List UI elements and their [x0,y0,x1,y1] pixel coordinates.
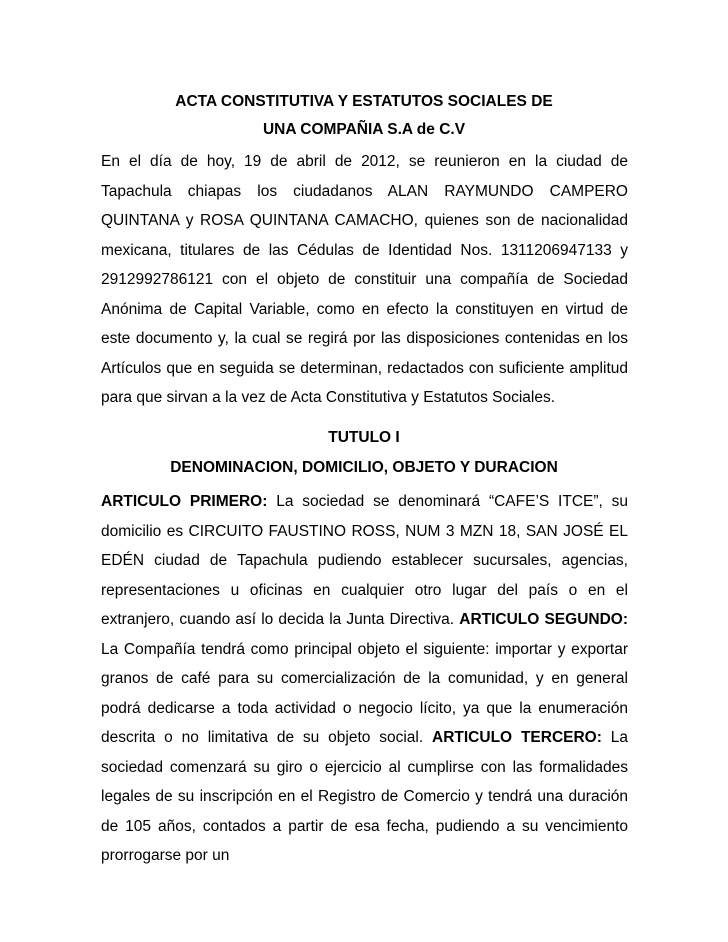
intro-paragraph: En el día de hoy, 19 de abril de 2012, se reunieron en la ciudad de Tapachula chiapas los ciudadanos ALAN RAYMUNDO CAMPERO QUINTANA y ROSA QUINTANA CAMACHO, quienes son de nacionalidad mexicana, titulares de las Cédulas de Identidad Nos. 1311206947133 y 2912992786121 con el objeto de constituir una compañía de Sociedad Anónima de Capital Variable, como en efecto la constituyen en virtud de este documento y, la cual se regirá por las disposiciones contenidas en los Artículos que en seguida se determinan, redactados con suficiente amplitud para que sirvan a la vez de Acta Constitutiva y Estatutos Sociales. [101,153,628,406]
article-1-text: La sociedad se denominará “CAFE’S ITCE”, su domicilio es CIRCUITO FAUSTINO ROSS, NUM 3 MZN 18, SAN JOSÉ EL EDÉN ciudad de Tapachula pudiendo establecer sucursales, agencias, representaciones u oficinas en cualquier otro lugar del país o en el extranjero, cuando así lo decida la Junta Directiva. [101,493,628,628]
document-title-line-2: UNA COMPAÑIA S.A de C.V [262,121,466,138]
section-subtitle: DENOMINACION, DOMICILIO, OBJETO Y DURACION [170,459,558,476]
articles-paragraph [101,487,628,871]
section-title: TUTULO I [328,429,400,446]
document-title-line-1: ACTA CONSTITUTIVA Y ESTATUTOS SOCIALES DE [175,93,553,110]
article-2-label: ARTICULO SEGUNDO: [459,611,629,628]
article-2-text: La Compañía tendrá como principal objeto el siguiente: importar y exportar granos de café para su comercialización de la comunidad, y en general podrá dedicarse a toda actividad o negocio lícito, ya que la enumeración descrita o no limitativa de su objeto social. [101,640,628,746]
article-3-label: ARTICULO TERCERO: [432,729,602,746]
article-3-text: La sociedad comenzará su giro o ejercicio al cumplirse con las formalidades legales de su inscripción en el Registro de Comercio y tendrá una duración de 105 años, contados a partir de esa fecha, pudiendo a su vencimiento prorrogarse por un [101,729,628,864]
article-1-label: ARTICULO PRIMERO: [101,493,268,510]
